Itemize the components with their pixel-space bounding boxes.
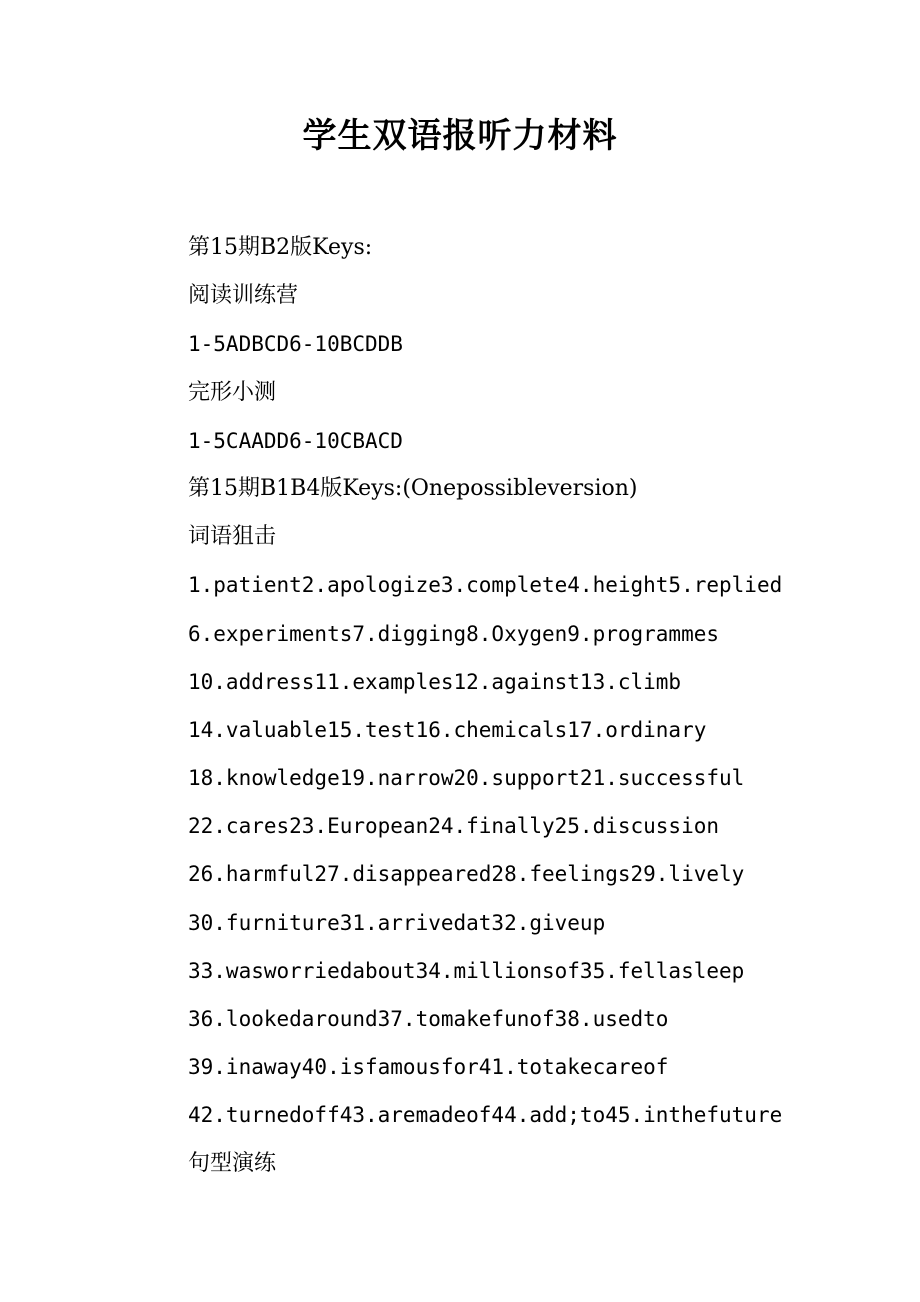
answer-line-reading: 1-5ADBCD6-10BCDDB bbox=[188, 332, 403, 357]
answer-line-phrase-1: 30.furniture31.arrivedat32.giveup bbox=[188, 910, 606, 935]
answer-line-vocab-5: 18.knowledge19.narrow20.support21.successful bbox=[188, 766, 745, 791]
answer-line-phrase-2: 33.wasworriedabout34.millionsof35.fellasleep bbox=[188, 958, 745, 983]
section-heading-b1b4-keys: 第15期B1B4版Keys:(Onepossibleversion) bbox=[188, 475, 638, 501]
answer-line-phrase-5: 42.turnedoff43.aremadeof44.add;to45.inthefuture bbox=[188, 1103, 783, 1128]
section-heading-vocabulary: 词语狙击 bbox=[188, 524, 277, 550]
document-title: 学生双语报听力材料 bbox=[302, 116, 618, 156]
section-heading-reading: 阅读训练营 bbox=[188, 283, 299, 309]
answer-line-vocab-7: 26.harmful27.disappeared28.feelings29.lively bbox=[188, 862, 745, 887]
section-heading-sentence-drill: 句型演练 bbox=[188, 1150, 277, 1176]
answer-line-vocab-3: 10.address11.examples12.against13.climb bbox=[188, 669, 682, 694]
answer-line-vocab-4: 14.valuable15.test16.chemicals17.ordinary bbox=[188, 717, 707, 742]
answer-line-cloze: 1-5CAADD6-10CBACD bbox=[188, 428, 403, 453]
answer-line-vocab-2: 6.experiments7.digging8.Oxygen9.programmes bbox=[188, 621, 720, 646]
answer-line-phrase-4: 39.inaway40.isfamousfor41.totakecareof bbox=[188, 1055, 669, 1080]
answer-line-vocab-6: 22.cares23.European24.finally25.discussion bbox=[188, 814, 720, 839]
section-heading-cloze: 完形小测 bbox=[188, 379, 277, 405]
answer-line-phrase-3: 36.lookedaround37.tomakefunof38.usedto bbox=[188, 1007, 669, 1031]
answer-line-vocab-1: 1.patient2.apologize3.complete4.height5.replied bbox=[188, 573, 783, 598]
answer-key-list bbox=[188, 224, 888, 1188]
section-heading-b2-keys: 第15期B2版Keys: bbox=[188, 235, 373, 260]
